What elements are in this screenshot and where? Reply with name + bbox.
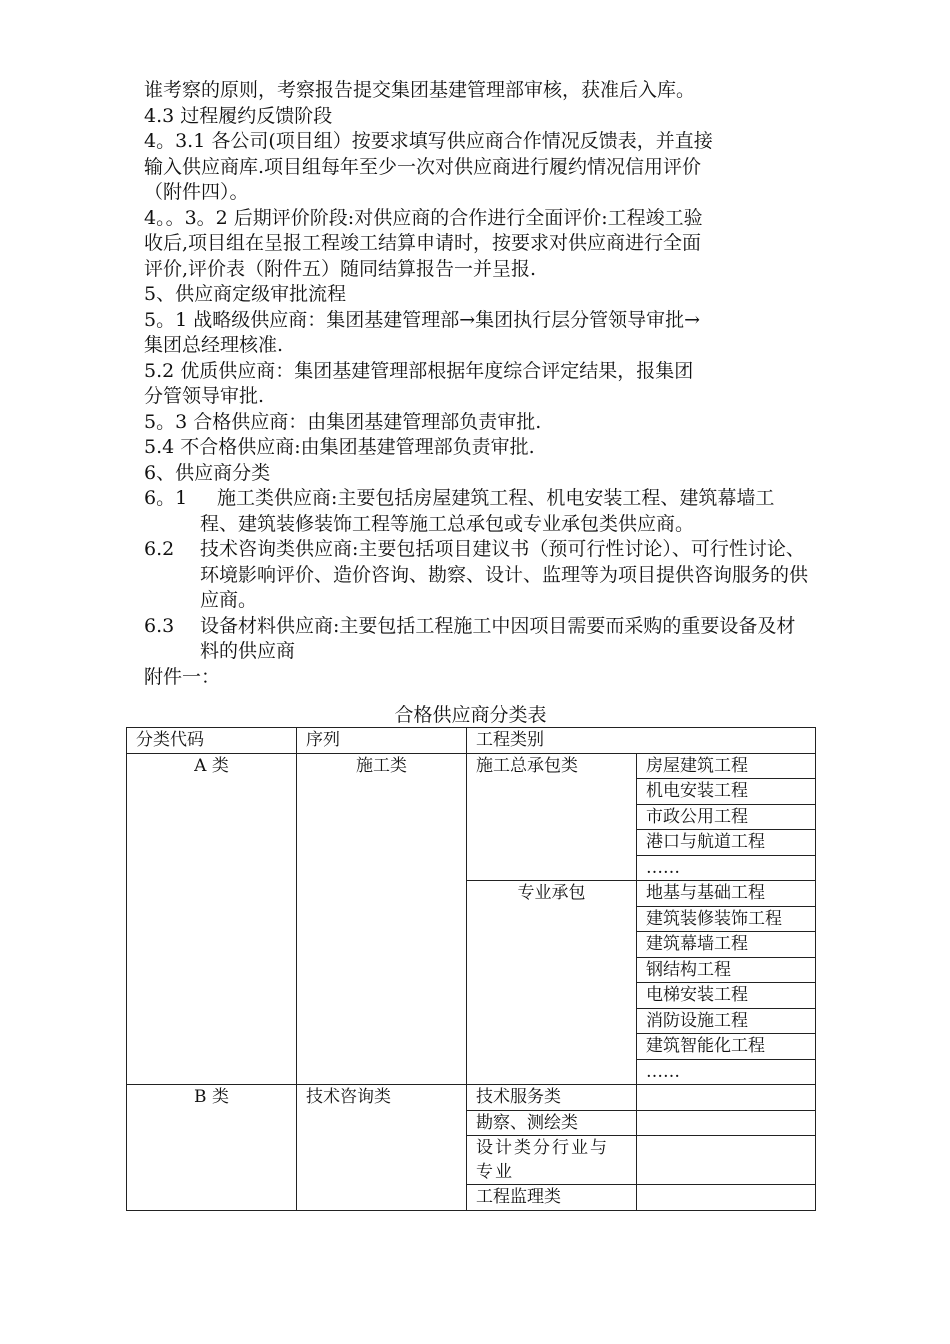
- table-cell: ……: [637, 855, 816, 881]
- item-number: 6.3: [144, 614, 175, 637]
- paragraph: 5。3 合格供应商：由集团基建管理部负责审批.: [144, 410, 542, 433]
- header-cell: 工程类别: [467, 728, 816, 754]
- paragraph: 4。。3。2 后期评价阶段:对供应商的合作进行全面评价:工程竣工验: [144, 206, 703, 229]
- empty-cell: [637, 1136, 816, 1185]
- series-cell: 技术咨询类: [297, 1085, 467, 1211]
- paragraph: 谁考察的原则，考察报告提交集团基建管理部审核，获准后入库。: [144, 79, 696, 101]
- section-heading: 5、供应商定级审批流程: [144, 283, 347, 305]
- paragraph: 集团总经理核准.: [144, 334, 284, 356]
- series-cell: 施工类: [297, 753, 467, 1085]
- table-cell: 电梯安装工程: [637, 983, 816, 1009]
- table-cell: 勘察、测绘类: [467, 1110, 637, 1136]
- table-row: [127, 1085, 816, 1111]
- item-text: 施工类供应商:主要包括房屋建筑工程、机电安装工程、建筑幕墙工程、建筑装修装饰工程等施工总承包或专业承包类供应商。: [200, 487, 775, 535]
- item-text: 设备材料供应商:主要包括工程施工中因项目需要而采购的重要设备及材料的供应商: [200, 614, 796, 662]
- table-cell: 港口与航道工程: [637, 830, 816, 856]
- table-header-row: [127, 728, 816, 754]
- table-cell: 建筑智能化工程: [637, 1034, 816, 1060]
- table-cell: 技术服务类: [467, 1085, 637, 1111]
- paragraph: 5。1 战略级供应商：集团基建管理部→集团执行层分管领导审批→: [144, 308, 701, 331]
- table-cell: 地基与基础工程: [637, 881, 816, 907]
- paragraph: 收后,项目组在呈报工程竣工结算申请时，按要求对供应商进行全面: [144, 232, 702, 254]
- paragraph: 4。3.1 各公司(项目组）按要求填写供应商合作情况反馈表，并直接: [144, 130, 713, 152]
- paragraph: 评价,评价表（附件五）随同结算报告一并呈报.: [144, 257, 537, 280]
- header-cell: 序列: [297, 728, 467, 754]
- item-number: 6.2: [144, 538, 175, 560]
- table-cell: 工程监理类: [467, 1185, 637, 1211]
- list-item: [144, 486, 812, 537]
- empty-cell: [637, 1085, 816, 1111]
- subcategory-cell: 施工总承包类: [467, 753, 637, 881]
- paragraph: 5.4 不合格供应商:由集团基建管理部负责审批.: [144, 436, 535, 458]
- table-row: [127, 753, 816, 779]
- table-title: 合格供应商分类表: [394, 704, 547, 726]
- item-number: 6。1: [144, 487, 188, 509]
- section-heading: 4.3 过程履约反馈阶段: [144, 104, 333, 127]
- paragraph: 分管领导审批.: [144, 385, 265, 407]
- category-code-cell: B 类: [127, 1085, 297, 1211]
- table-cell: 建筑幕墙工程: [637, 932, 816, 958]
- header-cell: 分类代码: [127, 728, 297, 754]
- attachment-label: 附件一：: [144, 665, 221, 688]
- subcategory-cell: 专业承包: [467, 881, 637, 1085]
- table-cell: 设计类分行业与专业: [467, 1136, 637, 1185]
- supplier-classification-table: [126, 727, 816, 1211]
- list-item: [144, 614, 812, 665]
- paragraph: （附件四）。: [144, 181, 249, 203]
- paragraph: 输入供应商库.项目组每年至少一次对供应商进行履约情况信用评价: [144, 155, 702, 178]
- document-body: [144, 78, 812, 690]
- table-cell: ……: [637, 1059, 816, 1085]
- category-code-cell: A 类: [127, 753, 297, 1085]
- list-item: [144, 537, 812, 614]
- empty-cell: [637, 1110, 816, 1136]
- table-cell: 市政公用工程: [637, 804, 816, 830]
- section-heading: 6、供应商分类: [144, 461, 271, 484]
- table-cell: 机电安装工程: [637, 779, 816, 805]
- item-text: 技术咨询类供应商:主要包括项目建议书（预可行性讨论）、可行性讨论、环境影响评价、造价咨询、勘察、设计、监理等为项目提供咨询服务的供应商。: [200, 538, 809, 611]
- table-cell: 建筑装修装饰工程: [637, 906, 816, 932]
- empty-cell: [637, 1185, 816, 1211]
- table-cell: 钢结构工程: [637, 957, 816, 983]
- table-cell: 消防设施工程: [637, 1008, 816, 1034]
- paragraph: 5.2 优质供应商：集团基建管理部根据年度综合评定结果，报集团: [144, 359, 694, 382]
- table-cell: 房屋建筑工程: [637, 753, 816, 779]
